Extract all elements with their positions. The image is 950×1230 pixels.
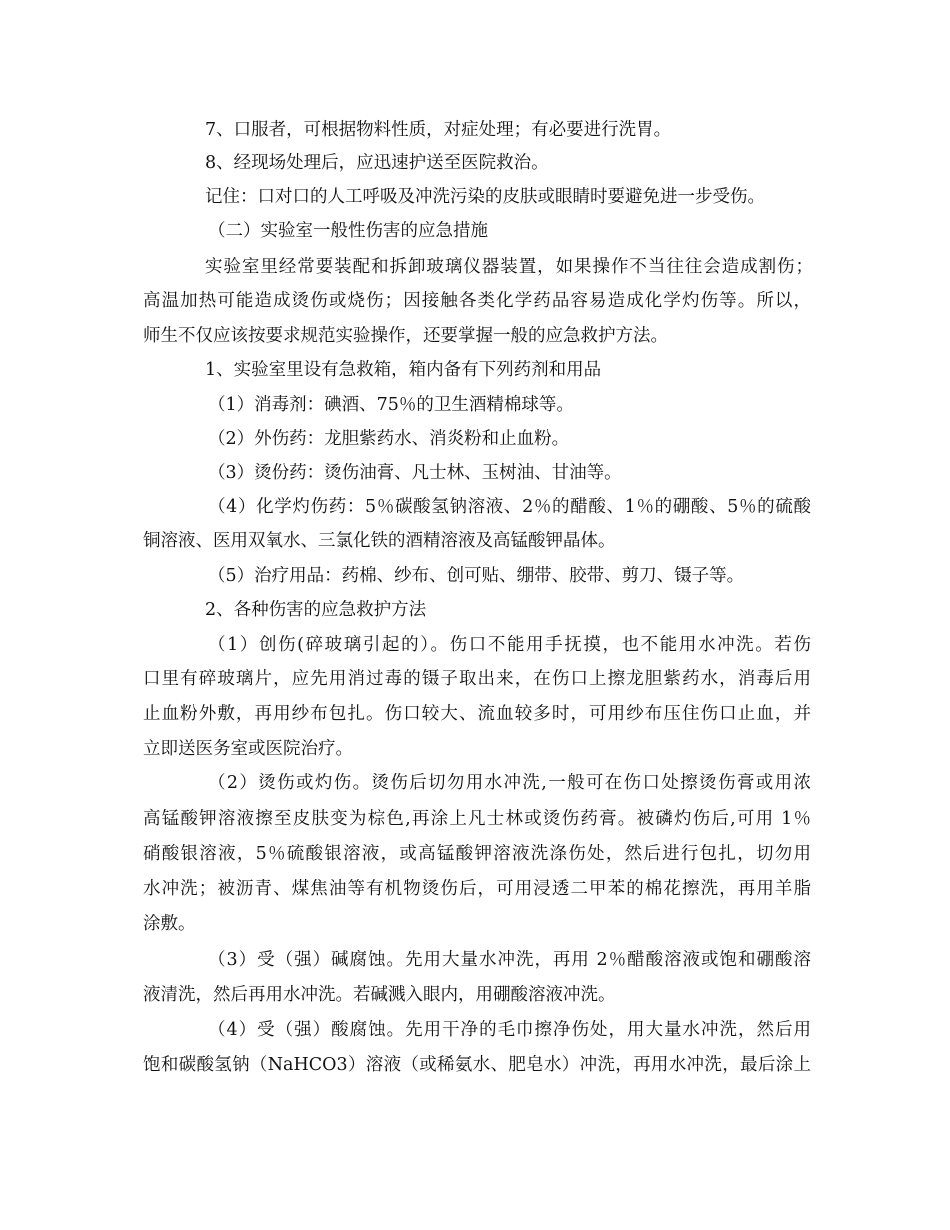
text-line-27: （4）受（强）酸腐蚀。先用干净的毛巾擦净伤处，用大量水冲洗，然后用 [208,1020,811,1040]
text-line-18: 止血粉外敷，再用纱布包扎。伤口较大、流血较多时，可用纱布压住伤口止血，并 [143,704,811,724]
text-line-1: 7、口服者，可根据物料性质，对症处理；有必要进行洗胃。 [205,120,672,140]
text-line-21: 高锰酸钾溶液擦至皮肤变为棕色,再涂上凡士林或烫伤药膏。被磷灼伤后,可用 1％ [143,809,811,829]
text-line-23: 水冲洗；被沥青、煤焦油等有机物烫伤后，可用浸透二甲苯的棉花擦洗，再用羊脂 [143,879,811,899]
text-line-22: 硝酸银溶液，5％硫酸银溶液，或高锰酸钾溶液洗涤伤处，然后进行包扎，切勿用 [143,844,811,864]
text-line-24: 涂敷。 [143,914,196,934]
text-line-20: （2）烫伤或灼伤。烫伤后切勿用水冲洗,一般可在伤口处擦烫伤膏或用浓 [208,773,811,793]
section-heading: （二）实验室一般性伤害的应急措施 [208,221,488,241]
text-line-17: 口里有碎玻璃片，应先用消过毒的镊子取出来，在伤口上擦龙胆紫药水，消毒后用 [143,669,811,689]
text-line-13: 铜溶液、医用双氧水、三氯化铁的酒精溶液及高锰酸钾晶体。 [143,531,616,551]
text-line-28: 饱和碳酸氢钠（NaHCO3）溶液（或稀氨水、肥皂水）冲洗，再用水冲洗，最后涂上 [143,1055,811,1075]
text-line-2: 8、经现场处理后，应迅速护送至医院救治。 [205,153,549,173]
text-line-12: （4）化学灼伤药：5％碳酸氢钠溶液、2％的醋酸、1％的硼酸、5％的硫酸 [208,497,811,517]
subheading-2: 2、各种伤害的应急救护方法 [205,600,427,620]
text-line-5: 实验室里经常要装配和拆卸玻璃仪器装置，如果操作不当往往会造成割伤； [205,257,813,277]
text-line-11: （3）烫份药：烫伤油膏、凡士林、玉树油、甘油等。 [208,463,622,483]
text-line-25: （3）受（强）碱腐蚀。先用大量水冲洗，再用 2％醋酸溶液或饱和硼酸溶 [208,950,811,970]
text-line-19: 立即送医务室或医院治疗。 [143,739,353,759]
text-line-10: （2）外伤药：龙胆紫药水、消炎粉和止血粉。 [208,429,570,449]
text-line-7: 师生不仅应该按要求规范实验操作，还要掌握一般的应急救护方法。 [143,326,668,346]
text-line-3: 记住：口对口的人工呼吸及冲洗污染的皮肤或眼睛时要避免进一步受伤。 [205,187,765,207]
text-line-14: （5）治疗用品：药棉、纱布、创可贴、绷带、胶带、剪刀、镊子等。 [208,566,745,586]
text-line-16: （1）创伤(碎玻璃引起的）。伤口不能用手抚摸，也不能用水冲洗。若伤 [208,635,811,655]
text-line-6: 高温加热可能造成烫伤或烧伤；因接触各类化学药品容易造成化学灼伤等。所以， [143,291,811,311]
text-line-26: 液清洗，然后再用水冲洗。若碱溅入眼内，用硼酸溶液冲洗。 [143,985,616,1005]
text-line-9: （1）消毒剂：碘酒、75％的卫生酒精棉球等。 [208,395,574,415]
subheading-1: 1、实验室里设有急救箱，箱内备有下列药剂和用品 [205,360,602,380]
